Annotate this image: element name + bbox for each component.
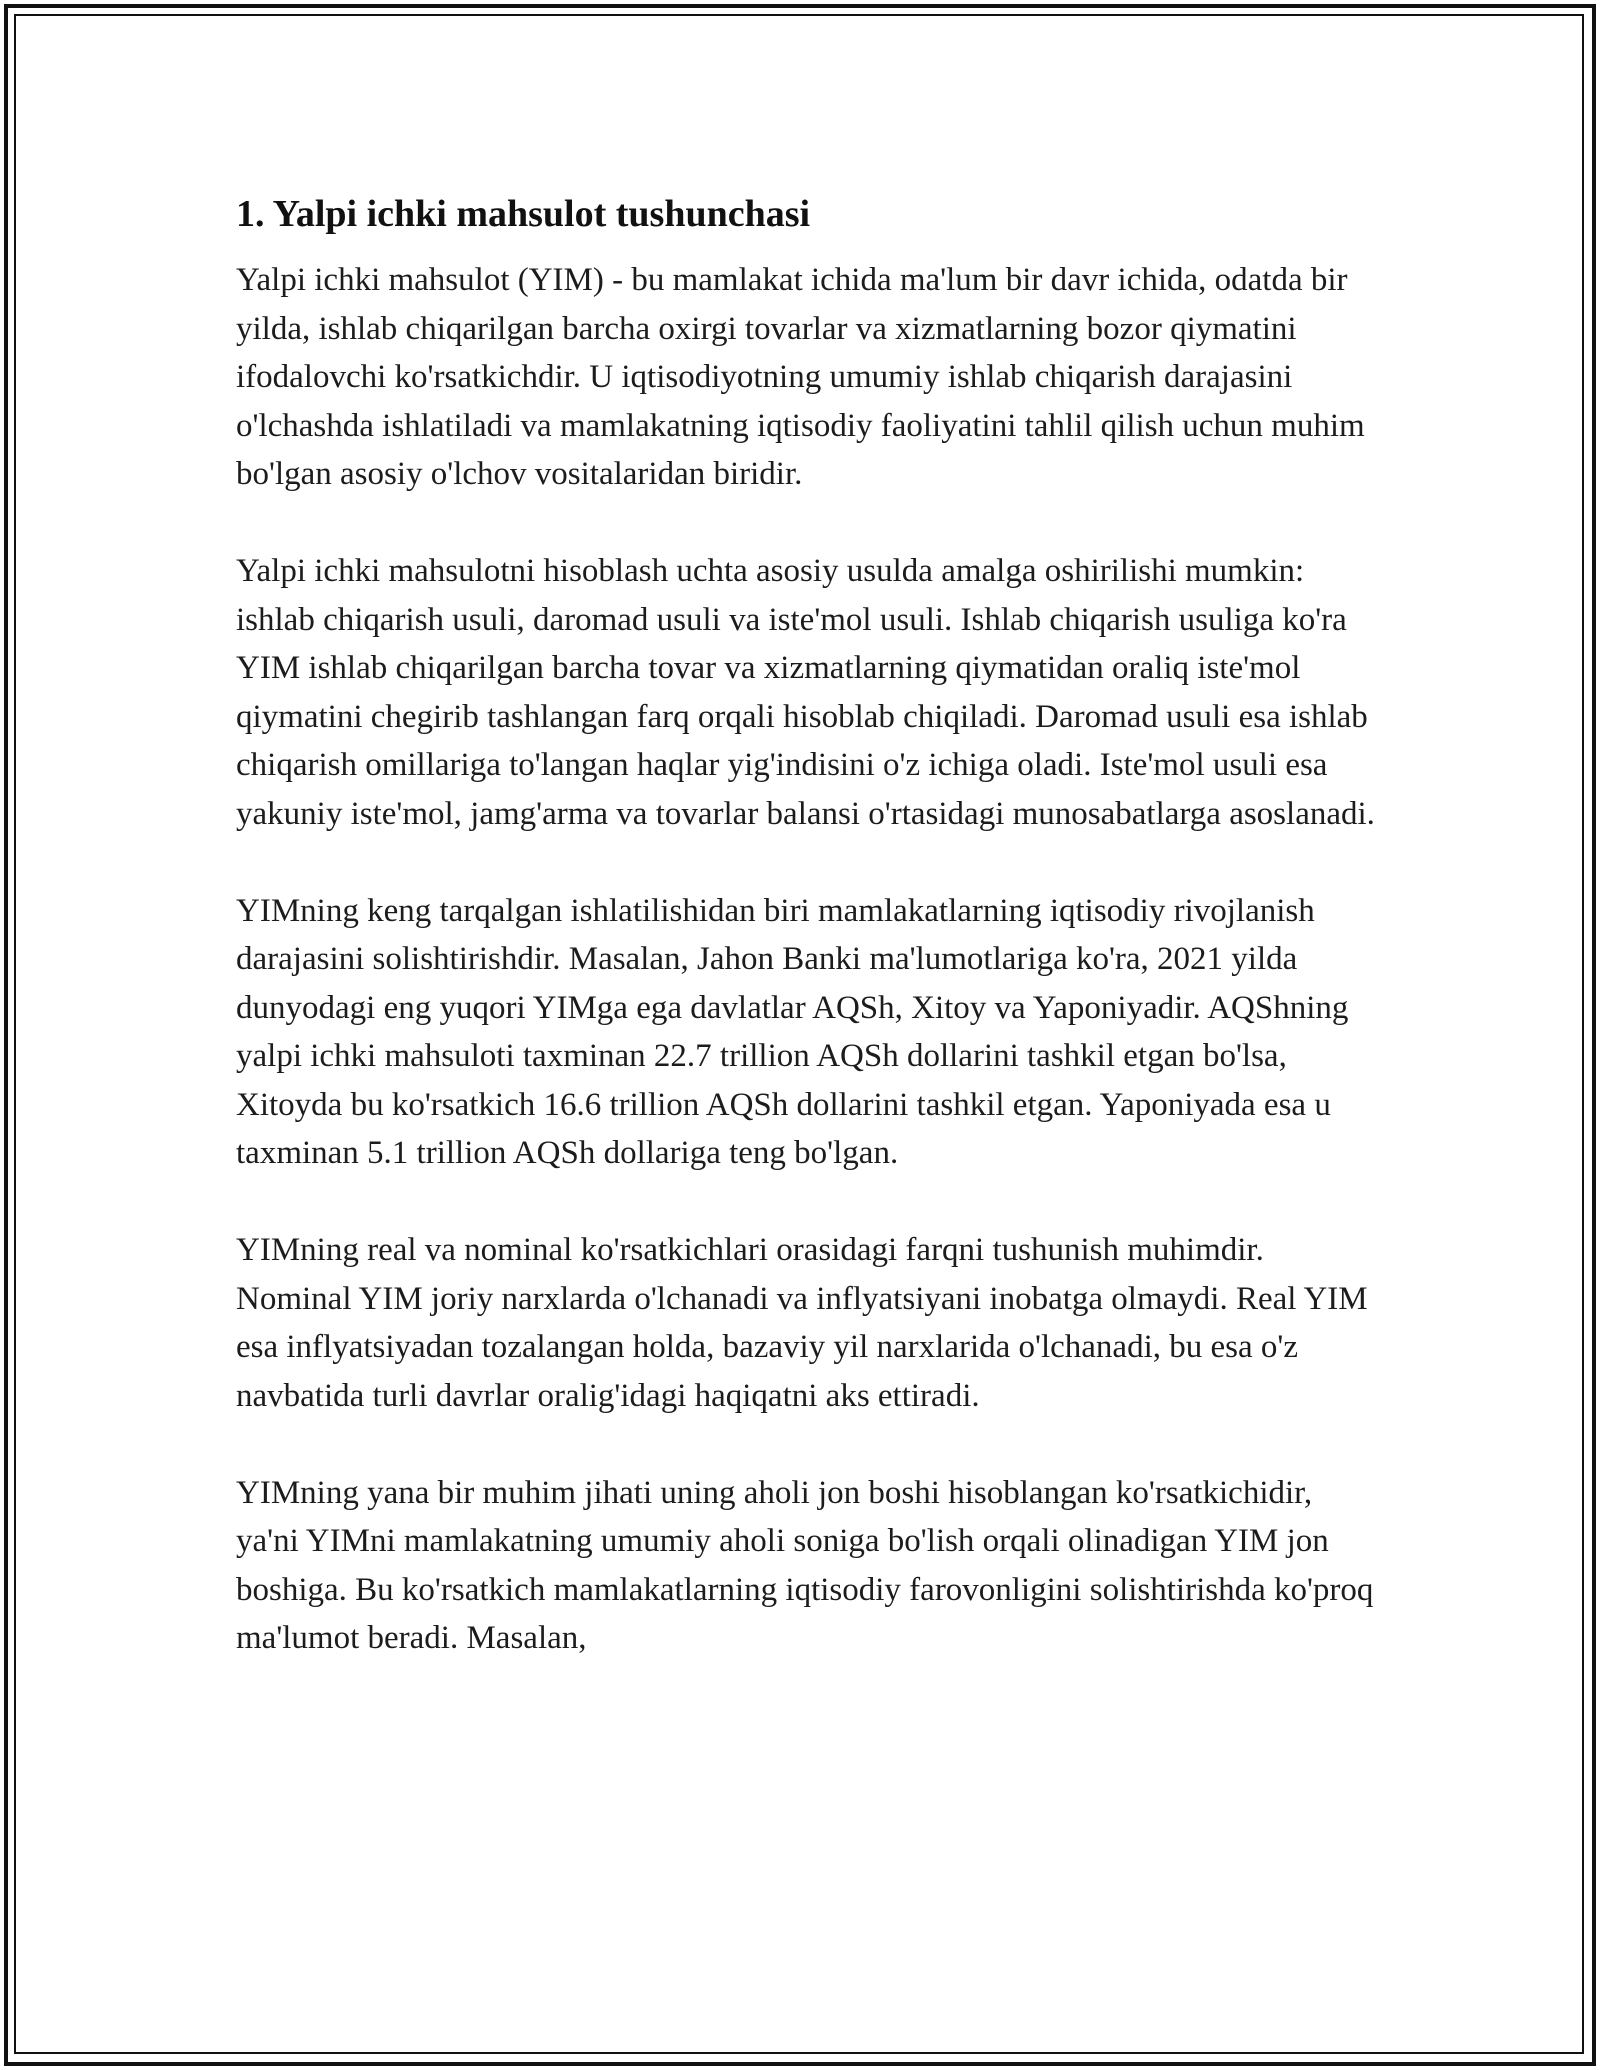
paragraph-real-vs-nominal: YIMning real va nominal ko'rsatkichlari orasidagi farqni tushunish muhimdir. Nominal YIM joriy narxlarda o'lchanadi va inflyatsiyani inobatga olmaydi. Real YIM esa inflyatsiyadan tozalangan holda, bazaviy yil narxlarida o'lchanadi, bu esa o'z navbatida turli davrlar oralig'idagi haqiqatni aks ettiradi.	[236, 1232, 1368, 1414]
paragraph-definition: Yalpi ichki mahsulot (YIM) - bu mamlakat ichida ma'lum bir davr ichida, odatda bir yilda, ishlab chiqarilgan barcha oxirgi tovarlar va xizmatlarning bozor qiymatini ifodalovchi ko'rsatkichdir. U iqtisodiyotning umumiy ishlab chiqarish darajasini o'lchashda ishlatiladi va mamlakatning iqtisodiy faoliyatini tahlil qilish uchun muhim bo'lgan asosiy o'lchov vositalaridan biridir.	[236, 262, 1365, 492]
paragraph-country-comparison: YIMning keng tarqalgan ishlatilishidan biri mamlakatlarning iqtisodiy rivojlanish darajasini solishtirishdir. Masalan, Jahon Banki ma'lumotlariga ko'ra, 2021 yilda dunyodagi eng yuqori YIMga ega davlatlar AQSh, Xitoy va Yaponiyadir. AQShning yalpi ichki mahsuloti taxminan 22.7 trillion AQSh dollarini tashkil etgan bo'lsa, Xitoyda bu ko'rsatkich 16.6 trillion AQSh dollarini tashkil etgan. Yaponiyada esa u taxminan 5.1 trillion AQSh dollariga teng bo'lgan.	[236, 892, 1349, 1171]
section-heading: 1. Yalpi ichki mahsulot tushunchasi	[236, 193, 811, 235]
paragraph-per-capita: YIMning yana bir muhim jihati uning aholi jon boshi hisoblangan ko'rsatkichidir, ya'ni YIMni mamlakatning umumiy aholi soniga bo'lish orqali olinadigan YIM jon boshiga. Bu ko'rsatkich mamlakatlarning iqtisodiy farovonligini solishtirishda ko'proq ma'lumot beradi. Masalan,	[236, 1474, 1374, 1656]
paragraph-calculation-methods: Yalpi ichki mahsulotni hisoblash uchta asosiy usulda amalga oshirilishi mumkin: ishlab chiqarish usuli, daromad usuli va iste'mol usuli. Ishlab chiqarish usuliga ko'ra YIM ishlab chiqarilgan barcha tovar va xizmatlarning qiymatidan oraliq iste'mol qiymatini chegirib tashlangan farq orqali hisoblab chiqiladi. Daromad usuli esa ishlab chiqarish omillariga to'langan haqlar yig'indisini o'z ichiga oladi. Iste'mol usuli esa yakuniy iste'mol, jamg'arma va tovarlar balansi o'rtasidagi munosabatlarga asoslanadi.	[236, 553, 1375, 832]
document-body	[236, 188, 1376, 1711]
